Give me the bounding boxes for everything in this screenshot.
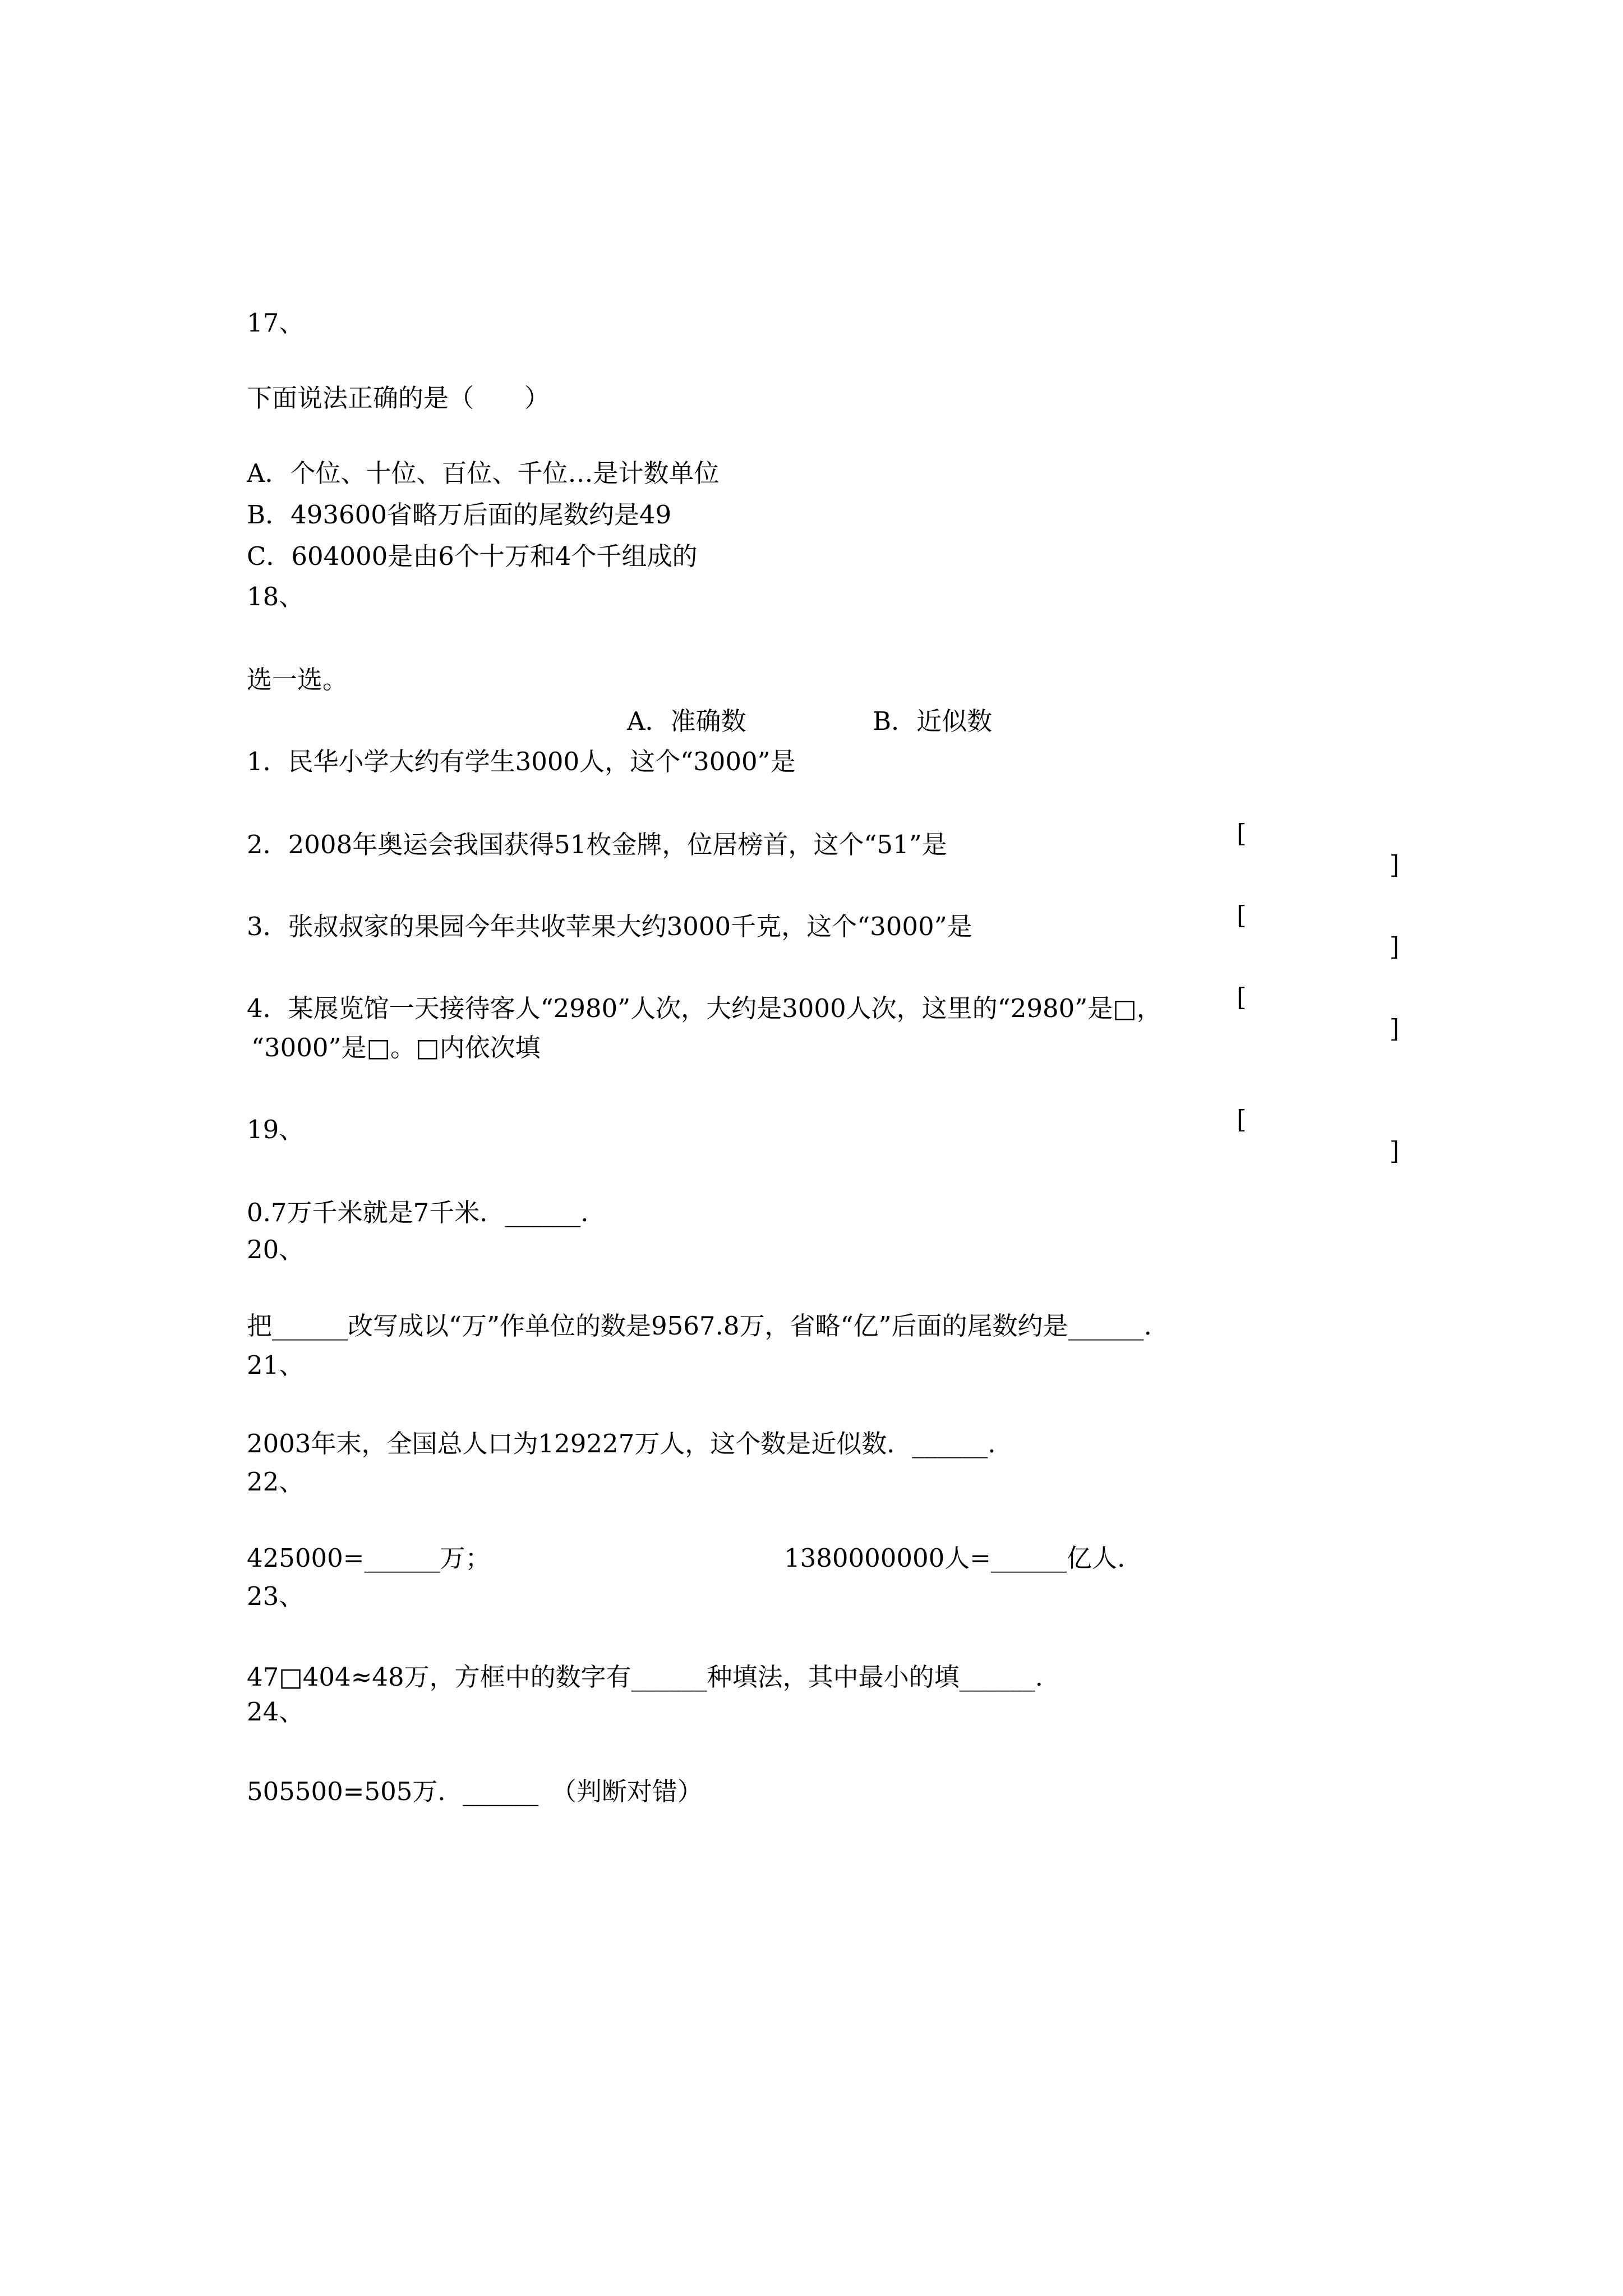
q17-option-a: A．个位、十位、百位、千位…是计数单位 (247, 458, 720, 488)
q18-item-4-line-1: 4．某展览馆一天接待客人“2980”人次，大约是3000人次，这里的“2980”是□， (247, 993, 1162, 1023)
q18-item-2: 2．2008年奥运会我国获得51枚金牌，位居榜首，这个“51”是 (247, 830, 947, 859)
q18-answer-bracket-4[interactable] (1237, 1073, 1399, 1167)
q20-text: 把______改写成以“万”作单位的数是9567.8万，省略“亿”后面的尾数约是______. (247, 1311, 1152, 1341)
q17-number: 17、 (247, 308, 305, 338)
q22-number: 22、 (247, 1467, 305, 1497)
q18-choice-a: A．准确数 (627, 706, 746, 736)
q17-option-b: B．493600省略万后面的尾数约是49 (247, 500, 672, 530)
q19-number: 19、 (247, 1115, 305, 1144)
q18-answer-bracket-2[interactable] (1237, 868, 1399, 963)
bracket-open: [ (1237, 982, 1247, 1012)
q21-text: 2003年末，全国总人口为129227万人，这个数是近似数．______. (247, 1429, 996, 1458)
q18-answer-bracket-1[interactable] (1237, 786, 1399, 881)
bracket-open: [ (1237, 1105, 1247, 1134)
q18-item-3: 3．张叔叔家的果园今年共收苹果大约3000千克，这个“3000”是 (247, 912, 972, 941)
q18-number: 18、 (247, 582, 305, 611)
bracket-close: ] (1389, 1136, 1399, 1166)
q19-text: 0.7万千米就是7千米．______. (247, 1198, 589, 1227)
q18-answer-bracket-3[interactable] (1237, 950, 1399, 1045)
bracket-open: [ (1237, 900, 1247, 930)
bracket-close: ] (1389, 850, 1399, 880)
q18-item-1: 1．民华小学大约有学生3000人，这个“3000”是 (247, 747, 796, 776)
q17-stem: 下面说法正确的是（ ） (247, 383, 550, 413)
q24-text: 505500=505万．______ （判断对错） (247, 1777, 703, 1806)
q17-option-c: C．604000是由6个十万和4个千组成的 (247, 541, 698, 571)
q22-part-1: 425000=______万； (247, 1543, 491, 1573)
q23-number: 23、 (247, 1581, 305, 1611)
q18-stem: 选一选。 (247, 665, 348, 694)
q18-choice-b: B．近似数 (873, 706, 993, 736)
q21-number: 21、 (247, 1350, 305, 1380)
q24-number: 24、 (247, 1697, 305, 1727)
q23-text: 47□404≈48万，方框中的数字有______种填法，其中最小的填______. (247, 1662, 1043, 1692)
q20-number: 20、 (247, 1235, 305, 1264)
bracket-close: ] (1389, 932, 1399, 961)
bracket-close: ] (1389, 1014, 1399, 1043)
bracket-open: [ (1237, 818, 1247, 848)
q18-item-4-line-2: “3000”是□。□内依次填 (251, 1033, 541, 1062)
q22-part-2: 1380000000人=______亿人. (784, 1543, 1126, 1573)
